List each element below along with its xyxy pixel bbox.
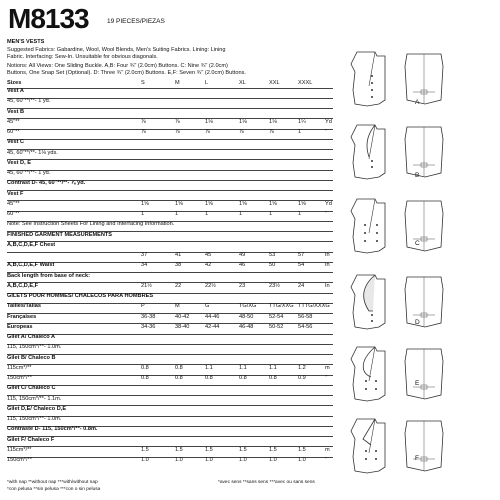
row-value: 1.5 — [205, 446, 213, 453]
row-value: 37 — [141, 252, 148, 258]
table-row — [7, 314, 333, 321]
row-value: 1.2 — [298, 364, 306, 371]
pieces-count: 19 PIECES/PIEZAS — [107, 18, 165, 25]
pattern-number: M8133 — [8, 3, 89, 34]
table-row — [7, 365, 333, 372]
row-value: 1⅝ — [269, 200, 277, 207]
row-value: 1.1 — [205, 364, 213, 371]
row-value: ⅞ — [141, 129, 146, 135]
vest-illustrations — [343, 47, 500, 487]
vest-b-back — [405, 127, 443, 177]
row-value: 1 — [141, 211, 145, 217]
row-label: Vest A — [7, 88, 24, 94]
row-label: 45, 60"**/**- 1 yd. — [7, 170, 51, 176]
row-value: 48-50 — [239, 313, 254, 320]
row-label: Vest B — [7, 108, 25, 115]
row-value: 1.0 — [205, 457, 213, 463]
row-label: Gilet D,E/ Chaleco D,E — [7, 405, 67, 412]
table-row — [7, 242, 333, 249]
vest-e-front — [351, 347, 385, 401]
vest-label-b: B — [415, 172, 420, 179]
vest-a-back — [405, 54, 443, 104]
vest-label-f: F — [415, 455, 419, 462]
row-value: 1.0 — [141, 457, 149, 463]
row-value: ⅞ — [239, 129, 244, 135]
row-value: 0.8 — [205, 375, 213, 381]
row-value: 34 — [141, 262, 148, 269]
table-row — [7, 385, 333, 392]
footnote-english: *with nap **without nap ***with/without nap — [7, 480, 98, 485]
row-value: 1.0 — [239, 457, 247, 463]
row-label: 45"** — [7, 118, 20, 125]
row-value: 0.8 — [239, 375, 247, 381]
vest-label-a: A — [415, 99, 420, 106]
footnote-spanish: *con pelusa **sin pelusa ***con o sin pelusa — [7, 487, 101, 492]
row-value: 49 — [239, 252, 246, 258]
vest-f-front — [351, 419, 385, 473]
row-value: 50 — [269, 262, 276, 269]
size-col: XL — [239, 80, 246, 86]
table-row — [7, 119, 333, 126]
row-value: 1⅛ — [205, 118, 213, 125]
row-value: " — [325, 211, 327, 217]
row-value: 36-38 — [141, 313, 156, 320]
row-value: 1.0 — [269, 457, 277, 463]
row-label: 115, 150cm*/**- 1.1m. — [7, 395, 62, 402]
table-row — [7, 334, 333, 341]
row-label: GILETS POUR HOMMES/ CHALECOS PARA HOMBRES — [7, 293, 154, 299]
vest-label-c: C — [415, 240, 420, 247]
row-value: M — [175, 303, 180, 310]
row-value: Yd — [325, 118, 332, 125]
table-row — [7, 139, 333, 146]
table-row — [7, 232, 333, 239]
vest-label-d: D — [415, 319, 420, 326]
vest-b-front — [351, 125, 385, 179]
row-value: ⅞ — [141, 118, 146, 125]
vest-c-back — [405, 201, 443, 251]
table-row — [7, 406, 333, 413]
row-value: 1.5 — [269, 446, 277, 453]
vest-label-e: E — [415, 380, 420, 387]
row-value: 0.9 — [298, 375, 306, 381]
row-value: 1⅝ — [298, 200, 306, 207]
row-label: 115cm*/** — [7, 364, 32, 371]
row-value: ⅞ — [175, 118, 180, 125]
vest-drawings — [343, 47, 500, 487]
row-label: Back length from base of neck: — [7, 272, 90, 279]
notions-line-2: Buttons, One Snap Set (Optional). D: Three ¾" (2.0cm) Buttons. E,F: Seven ¾" (2.0cm) Buttons. — [7, 70, 246, 76]
row-value: 0.8 — [141, 375, 149, 381]
table-row — [7, 191, 333, 198]
row-value: 1.0 — [298, 457, 306, 463]
row-label: 115cm*/** — [7, 446, 32, 453]
table-row — [7, 252, 333, 259]
table-row — [7, 150, 333, 157]
row-value: 38-40 — [175, 323, 190, 330]
row-value: 34-36 — [141, 323, 156, 330]
table-row — [7, 355, 333, 362]
table-row — [7, 262, 333, 269]
row-label: Vest C — [7, 139, 25, 146]
row-value: 1⅝ — [239, 200, 247, 207]
row-value: 52-54 — [269, 313, 284, 320]
row-value: 45 — [205, 252, 212, 258]
row-value: 1.5 — [239, 446, 247, 453]
row-value: m — [325, 446, 330, 453]
table-row — [7, 201, 333, 208]
row-value: 40-42 — [175, 313, 190, 320]
row-label: 60"** — [7, 211, 20, 217]
row-value: 1.1 — [239, 364, 247, 371]
row-label: Contrast D- 45, 60"**/**- ⅞ yd. — [7, 180, 86, 187]
table-row — [7, 293, 333, 300]
row-value: 0.8 — [175, 364, 183, 371]
row-label: FINISHED GARMENT MEASUREMENTS — [7, 231, 113, 238]
row-value: 41 — [175, 252, 182, 258]
row-value: 46-48 — [239, 323, 254, 330]
row-label: Tailles/Tallas — [7, 303, 41, 310]
row-value: 38 — [175, 262, 182, 269]
table-row — [7, 426, 333, 433]
row-value: 46 — [239, 262, 246, 269]
row-label: A,B,C,D,E,F Waist — [7, 262, 55, 269]
table-row — [7, 221, 333, 228]
row-value: 24 — [298, 282, 305, 289]
table-row — [7, 324, 333, 331]
row-value: 0.8 — [175, 375, 183, 381]
table-row — [7, 180, 333, 187]
table-row — [7, 303, 333, 310]
row-label: Gilet C/ Chaleco C — [7, 385, 56, 392]
row-label: 150cm*/** — [7, 457, 32, 463]
row-value: 1⅛ — [269, 118, 277, 125]
row-label: Gilet A/ Chaleco A — [7, 334, 56, 340]
row-value: 1 — [269, 211, 273, 217]
row-value: TTTG/XXXG — [298, 303, 330, 310]
row-value: In — [325, 252, 330, 258]
row-label: 115, 150cm*/**- 1.0m. — [7, 416, 62, 422]
row-value: 1 — [205, 211, 209, 217]
row-value: 44-46 — [205, 313, 220, 320]
table-row — [7, 273, 333, 280]
row-value: " — [325, 375, 327, 381]
row-label: Vest D, E — [7, 159, 31, 166]
sizes-row — [7, 80, 333, 87]
row-value: 21½ — [141, 282, 152, 289]
row-value: TTG/XXG — [269, 303, 294, 310]
table-row — [7, 457, 333, 464]
table-row — [7, 447, 333, 454]
row-label: Contraste D- 115, 150cm*/**- 0.8m. — [7, 426, 98, 433]
row-label: Europeas — [7, 323, 33, 330]
table-row — [7, 160, 333, 167]
row-label: 45, 60"**/**- 1⅛ yds. — [7, 149, 58, 156]
table-row — [7, 211, 333, 218]
row-value: 1 — [298, 129, 302, 135]
sizes-label: Sizes — [7, 80, 22, 86]
row-value: 42 — [205, 262, 212, 269]
row-value: 1 — [175, 211, 179, 217]
row-value: 57 — [298, 252, 305, 258]
row-value: Yd — [325, 200, 332, 207]
row-label: Gilet F/ Chaleco F — [7, 436, 55, 443]
row-value: 53 — [269, 252, 276, 258]
row-value: ⅞ — [269, 129, 274, 135]
row-value: 1 — [298, 211, 302, 217]
table-row — [7, 344, 333, 351]
row-value: 54 — [298, 262, 305, 269]
row-value: In — [325, 262, 330, 269]
vest-c-front — [351, 199, 385, 253]
row-label: 45"** — [7, 200, 20, 207]
row-value: 1⅝ — [175, 200, 183, 207]
table-row — [7, 88, 333, 95]
row-value: In — [325, 282, 330, 289]
row-value: 42-44 — [205, 323, 220, 330]
row-value: TG/XG — [239, 303, 257, 310]
table-row — [7, 170, 333, 177]
row-value: " — [325, 457, 327, 463]
row-value: 54-56 — [298, 323, 313, 330]
row-value: 1.5 — [298, 446, 306, 453]
table-row — [7, 396, 333, 403]
row-value: 1⅛ — [239, 118, 247, 125]
row-value: 1¼ — [298, 118, 306, 125]
table-row — [7, 109, 333, 116]
row-value: 1⅝ — [205, 200, 213, 207]
table-row — [7, 437, 333, 444]
row-label: A,B,C,D,E,F Chest — [7, 241, 56, 248]
row-value: 23 — [239, 282, 246, 289]
row-label: A,B,C,D,E,F — [7, 282, 39, 289]
row-value: 23½ — [269, 282, 280, 289]
row-value: 50-52 — [269, 323, 284, 330]
vest-d-front — [351, 275, 385, 329]
row-value: G — [205, 303, 210, 310]
row-label: Note: See Instruction Sheets For Lining and Interfacing Information. — [7, 221, 175, 228]
row-value: m — [325, 364, 330, 371]
row-value: 1.5 — [175, 446, 183, 453]
row-label: 45, 60"**/**- 1 yd. — [7, 98, 51, 105]
row-value: P — [141, 303, 145, 310]
table-row — [7, 375, 333, 382]
row-value: 1.1 — [269, 364, 277, 371]
vest-a-front — [351, 52, 385, 106]
row-value: 1.5 — [141, 446, 149, 453]
vest-e-back — [405, 349, 443, 399]
row-value: 1⅝ — [141, 200, 149, 207]
row-value: 22½ — [205, 282, 216, 289]
row-value: 1.0 — [175, 457, 183, 463]
row-value: ⅞ — [175, 129, 180, 135]
row-value: ⅞ — [205, 129, 210, 135]
size-col: S — [141, 80, 145, 86]
fabrics-line-2: Fabric. Interfacing: Sew-In. Unsuitable for obvious diagonals. — [7, 54, 158, 60]
size-col: XXXL — [298, 80, 313, 86]
vest-f-back — [405, 421, 443, 471]
table-row — [7, 283, 333, 290]
row-value: 1 — [239, 211, 243, 217]
vest-d-back — [405, 277, 443, 327]
fabrics-line-1: Suggested Fabrics: Gabardine, Wool, Wool Blends, Men's Suiting Fabrics. Lining: Lining — [7, 47, 226, 53]
row-label: Françaises — [7, 313, 37, 320]
row-value: " — [325, 129, 327, 135]
table-row — [7, 416, 333, 423]
size-col: XXL — [269, 80, 280, 86]
row-value: 56-58 — [298, 313, 313, 320]
row-label: Vest F — [7, 190, 24, 197]
section-title: MEN'S VESTS — [7, 39, 45, 45]
table-row — [7, 98, 333, 105]
row-label: 115, 150cm*/**- 1.0m. — [7, 344, 62, 351]
row-label: 150cm*/** — [7, 375, 32, 381]
size-col: M — [175, 80, 180, 86]
row-value: 22 — [175, 282, 182, 289]
row-label: 60"** — [7, 129, 20, 135]
table-row — [7, 129, 333, 136]
row-value: 0.8 — [269, 375, 277, 381]
notions-line-1: Notions: All Views: One Sliding Buckle. A,B: Four ¾" (2.0cm) Buttons. C: Nine ¾" (2.0cm) — [7, 63, 228, 69]
size-col: L — [205, 80, 209, 86]
row-label: Gilet B/ Chaleco B — [7, 354, 56, 361]
footnote-french: *avec sens **sans sens ***avec ou sans sens — [218, 480, 315, 485]
row-value: 0.8 — [141, 364, 149, 371]
